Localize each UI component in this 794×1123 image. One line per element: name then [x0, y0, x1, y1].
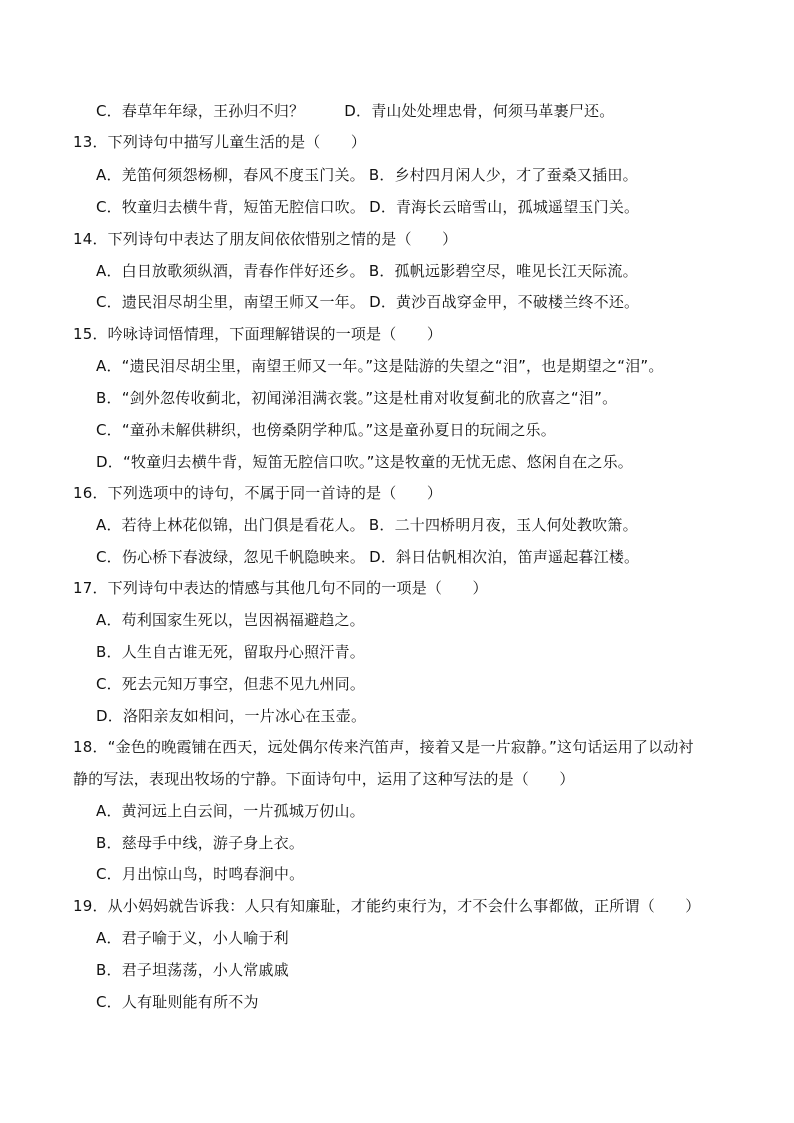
question-14-options-ab: [96, 260, 638, 282]
q13-option-a: A．羌笛何须怨杨柳，春风不度玉门关。: [96, 166, 365, 184]
q15-option-d: D．“牧童归去横牛背，短笛无腔信口吹。”这是牧童的无忧无虑、悠闲自在之乐。: [96, 453, 633, 471]
q18-option-a: A．黄河远上白云间，一片孤城万仞山。: [96, 802, 365, 820]
q16-option-b: B．二十四桥明月夜，玉人何处教吹箫。: [368, 516, 638, 534]
q13-option-b: B．乡村四月闲人少，才了蚕桑又插田。: [368, 166, 638, 184]
question-13-options-ab: [96, 164, 638, 186]
q16-option-a: A．若待上林花似锦，出门俱是看花人。: [96, 516, 365, 534]
q13-option-c: C．牧童归去横牛背，短笛无腔信口吹。: [96, 198, 366, 216]
q14-option-a: A．白日放歌须纵酒，青春作伴好还乡。: [96, 262, 365, 280]
q15-option-a: A．“遗民泪尽胡尘里，南望王师又一年。”这是陆游的失望之“泪”，也是期望之“泪”。: [96, 357, 664, 375]
q16-option-c: C．伤心桥下春波绿，忽见千帆隐映来。: [96, 548, 366, 566]
question-14-stem: 14．下列诗句中表达了朋友间依依惜别之情的是（ ）: [73, 230, 458, 248]
q14-option-d: D．黄沙百战穿金甲，不破楼兰终不还。: [369, 293, 640, 311]
q17-option-c: C．死去元知万事空，但悲不见九州同。: [96, 675, 366, 693]
question-13-stem: 13．下列诗句中描写儿童生活的是（ ）: [73, 133, 367, 151]
q12-option-d: D．青山处处埋忠骨，何须马革裹尸还。: [344, 102, 615, 120]
question-12-options-cd: [96, 100, 614, 122]
q17-option-b: B．人生自古谁无死，留取丹心照汗青。: [96, 643, 365, 661]
q14-option-b: B．孤帆远影碧空尽，唯见长江天际流。: [368, 262, 638, 280]
question-19-stem: 19．从小妈妈就告诉我：人只有知廉耻，才能约束行为，才不会什么事都做，正所谓（ ）: [73, 897, 701, 915]
q12-option-c: C．春草年年绿，王孙归不归？: [96, 102, 305, 120]
q18-option-b: B．慈母手中线，游子身上衣。: [96, 834, 305, 852]
q19-option-b: B．君子坦荡荡，小人常戚戚: [96, 961, 289, 979]
question-16-stem: 16．下列选项中的诗句，不属于同一首诗的是（ ）: [73, 484, 443, 502]
q16-option-d: D．斜日估帆相次泊，笛声遥起暮江楼。: [369, 548, 640, 566]
q19-option-a: A．君子喻于义，小人喻于利: [96, 929, 289, 947]
question-15-stem: 15．吟咏诗词悟情理，下面理解错误的一项是（ ）: [73, 325, 443, 343]
question-18-stem-line1: 18．“金色的晚霞铺在西天，远处偶尔传来汽笛声，接着又是一片寂静。”这句话运用了以动衬: [73, 738, 694, 756]
q19-option-c: C．人有耻则能有所不为: [96, 993, 259, 1011]
q14-option-c: C．遗民泪尽胡尘里，南望王师又一年。: [96, 293, 366, 311]
q13-option-d: D．青海长云暗雪山，孤城遥望玉门关。: [369, 198, 640, 216]
q17-option-d: D．洛阳亲友如相问，一片冰心在玉壶。: [96, 707, 367, 725]
question-14-options-cd: [96, 291, 639, 313]
q17-option-a: A．苟利国家生死以，岂因祸福避趋之。: [96, 611, 365, 629]
question-18-stem-line2: 静的写法，表现出牧场的宁静。下面诗句中，运用了这种写法的是（ ）: [73, 770, 575, 788]
q15-option-c: C．“童孙未解供耕织，也傍桑阴学种瓜。”这是童孙夏日的玩闹之乐。: [96, 421, 556, 439]
question-16-options-cd: [96, 546, 639, 568]
q18-option-c: C．月出惊山鸟，时鸣春涧中。: [96, 865, 305, 883]
question-16-options-ab: [96, 514, 638, 536]
question-17-stem: 17．下列诗句中表达的情感与其他几句不同的一项是（ ）: [73, 579, 488, 597]
q15-option-b: B．“剑外忽传收蓟北，初闻涕泪满衣裳。”这是杜甫对收复蓟北的欣喜之“泪”。: [96, 389, 618, 407]
question-13-options-cd: [96, 196, 639, 218]
